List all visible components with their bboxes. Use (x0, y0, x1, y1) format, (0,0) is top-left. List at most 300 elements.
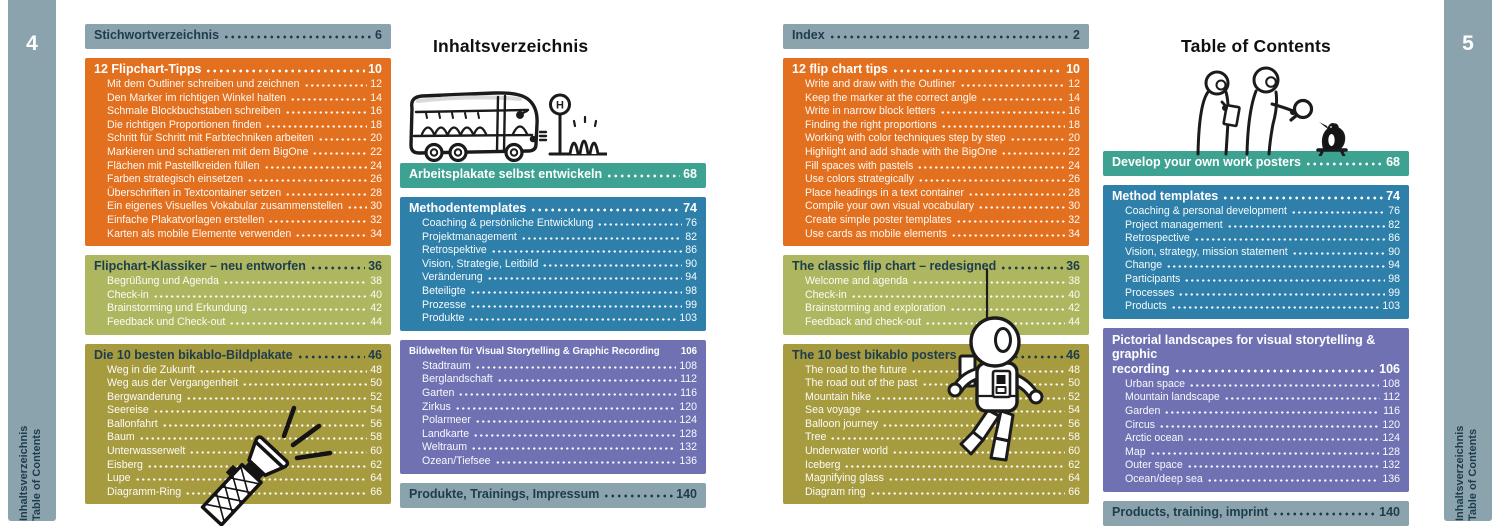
toc-entry (94, 92, 382, 106)
dot-leader (1184, 277, 1385, 282)
toc-entry-label: Prozesse (422, 298, 467, 311)
toc-entry (409, 455, 697, 469)
toc-entry (1112, 232, 1400, 246)
toc-entry-page: 34 (370, 227, 382, 240)
dot-leader (870, 490, 1066, 495)
toc-entry-label: Finding the right proportions (805, 118, 937, 131)
dot-leader (264, 164, 368, 169)
toc-entry-label: Produkte (422, 312, 465, 325)
dot-leader (941, 123, 1065, 128)
toc-entry-page: 136 (679, 454, 697, 467)
toc-entry-label: Keep the marker at the correct angle (805, 91, 977, 104)
toc-entry (94, 78, 382, 92)
toc-entry-page: 52 (370, 390, 382, 403)
toc-entry-page: 116 (680, 386, 697, 399)
toc-entry-label: Weg aus der Vergangenheit (107, 377, 239, 390)
dot-leader (888, 476, 1065, 481)
toc-section-page: 140 (676, 486, 697, 501)
dot-leader (951, 232, 1065, 237)
toc-entry-page: 38 (370, 275, 382, 288)
dot-leader (1189, 382, 1379, 387)
method-templates-section (400, 197, 706, 331)
toc-section-header (1112, 504, 1400, 521)
toc-entry (792, 187, 1080, 201)
toc-entry-page: 86 (1388, 232, 1400, 245)
toc-entry-label: Diagramm-Ring (107, 485, 182, 498)
page-number-left: 4 (26, 32, 38, 55)
toc-entry (409, 231, 697, 245)
dot-leader (497, 377, 677, 382)
toc-entry-label: Project management (1125, 218, 1223, 231)
products-trainings-banner (400, 483, 706, 508)
toc-entry (1112, 300, 1400, 314)
toc-section-page: 10 (1066, 62, 1080, 76)
toc-entry (94, 214, 382, 228)
toc-entry (94, 187, 382, 201)
toc-entry-label: Brainstorming und Erkundung (107, 302, 248, 315)
toc-entry-page: 108 (679, 359, 697, 372)
toc-entry-label: Ozean/Tiefsee (422, 454, 491, 467)
toc-entry (409, 217, 697, 231)
toc-entry-label: Sea voyage (805, 404, 861, 417)
right-margin-tab (1444, 0, 1492, 521)
toc-entry-page: 108 (1382, 377, 1400, 390)
toc-entry (792, 228, 1080, 242)
toc-section-page: 74 (1386, 189, 1400, 203)
toc-section-header (94, 258, 382, 275)
toc-section-page: 74 (683, 201, 697, 215)
dot-leader (242, 381, 367, 386)
toc-entry (1112, 459, 1400, 473)
toc-entry (792, 78, 1080, 92)
toc-entry (94, 316, 382, 330)
toc-entry-page: 58 (370, 431, 382, 444)
toc-entry-label: Arctic ocean (1125, 432, 1184, 445)
toc-entry-page: 22 (370, 145, 382, 158)
toc-entry-page: 94 (1388, 259, 1400, 272)
dot-leader (1305, 160, 1383, 166)
toc-entry-label: Participants (1125, 272, 1181, 285)
dot-leader (153, 293, 367, 298)
toc-entry (409, 441, 697, 455)
toc-entry-page: 48 (370, 363, 382, 376)
index-banner (783, 24, 1089, 49)
toc-entry-page: 42 (370, 302, 382, 315)
toc-entry-label: Markieren und schattieren mit dem BigOne (107, 145, 309, 158)
toc-entry-label: Schmale Blockbuchstaben schreiben (107, 105, 281, 118)
toc-section-title: Stichwortverzeichnis (94, 28, 220, 42)
toc-entry-page: 24 (370, 159, 382, 172)
toc-entry-page: 28 (370, 186, 382, 199)
toc-section-title: Bildwelten für Visual Storytelling & Graphic Recording (409, 345, 660, 357)
dot-leader (940, 109, 1066, 114)
toc-entry-page: 54 (1068, 404, 1080, 417)
dot-leader (473, 432, 676, 437)
toc-entry (94, 289, 382, 303)
toc-entry (409, 401, 697, 415)
toc-entry-page: 60 (1068, 445, 1080, 458)
toc-entry-label: Use colors strategically (805, 173, 914, 186)
toc-entry-label: Retrospektive (422, 244, 487, 257)
toc-section-title-prefix: Pictorial landscapes for visual storytelling & graphic (1112, 332, 1376, 361)
dot-leader (285, 109, 367, 114)
toc-entry-page: 90 (685, 257, 697, 270)
dot-leader (1187, 436, 1379, 441)
toc-entry-page: 90 (1388, 245, 1400, 258)
toc-entry-page: 94 (685, 271, 697, 284)
dot-leader (597, 221, 682, 226)
toc-entry-page: 132 (1382, 459, 1400, 472)
toc-entry-page: 42 (1068, 302, 1080, 315)
toc-entry-label: Schritt für Schritt mit Farbtechniken arbeiten (107, 132, 314, 145)
toc-entry (792, 472, 1080, 486)
toc-section-header (409, 200, 697, 217)
toc-entry-page: 50 (1068, 377, 1080, 390)
dot-leader (542, 262, 682, 267)
toc-entry (1112, 419, 1400, 433)
toc-entry-page: 18 (1068, 118, 1080, 131)
toc-entry (1112, 219, 1400, 233)
toc-entry-label: Fill spaces with pastels (805, 159, 914, 172)
dot-leader (223, 33, 372, 39)
toc-entry-label: Diagram ring (805, 485, 866, 498)
toc-entry-label: Mountain hike (805, 390, 871, 403)
dot-leader (268, 218, 367, 223)
toc-entry-page: 112 (680, 373, 697, 386)
toc-entry-page: 124 (679, 414, 697, 427)
page-number-right: 5 (1462, 32, 1474, 55)
toc-entry-label: Compile your own visual vocabulary (805, 200, 974, 213)
toc-entry (94, 364, 382, 378)
vertical-label-de: Inhaltsverzeichnis (1454, 425, 1466, 521)
toc-entry (792, 146, 1080, 160)
toc-entry-label: Map (1125, 445, 1146, 458)
toc-section-header (409, 166, 697, 183)
toc-entry-label: Iceberg (805, 458, 841, 471)
toc-section-header (409, 343, 697, 360)
toc-entry (409, 387, 697, 401)
method-templates-section (1103, 185, 1409, 319)
toc-section-title: Die 10 besten bikablo-Bildplakate (94, 347, 293, 362)
toc-entry-page: 82 (1388, 218, 1400, 231)
toc-entry-page: 20 (370, 132, 382, 145)
toc-entry (1112, 378, 1400, 392)
toc-entry (1112, 205, 1400, 219)
toc-entry-page: 99 (685, 298, 697, 311)
toc-entry-page: 112 (1383, 391, 1400, 404)
toc-entry-label: Welcome and agenda (805, 275, 908, 288)
toc-entry-page: 12 (370, 78, 382, 90)
toc-entry-label: Products (1125, 300, 1167, 313)
toc-entry-page: 76 (685, 217, 697, 229)
right-page-column-b (1103, 151, 1409, 528)
toc-entry (409, 299, 697, 313)
dot-leader (471, 445, 676, 450)
toc-entry-page: 120 (679, 400, 697, 413)
toc-entry-page: 76 (1388, 205, 1400, 217)
toc-entry (409, 373, 697, 387)
toc-entry-label: The road to the future (805, 363, 907, 376)
toc-entry-label: Working with color techniques step by step (805, 132, 1006, 145)
toc-entry-label: Bergwanderung (107, 390, 182, 403)
toc-entry-page: 26 (370, 173, 382, 186)
dot-leader (1207, 477, 1380, 482)
pictorial-landscapes-section (1103, 328, 1409, 492)
bus-stop-sign-letter: H (556, 99, 564, 112)
toc-entry-label: Change (1125, 259, 1163, 272)
toc-entry-label: Landkarte (422, 427, 470, 440)
toc-section-title: recording (1112, 361, 1170, 376)
toc-entry-page: 22 (1068, 145, 1080, 158)
dot-leader (458, 391, 677, 396)
toc-entry-label: Highlight and add shade with the BigOne (805, 145, 997, 158)
toc-section-title: The 10 best bikablo posters (792, 347, 957, 362)
toc-entry-page: 32 (370, 213, 382, 226)
toc-entry (94, 275, 382, 289)
toc-entry-label: Weltraum (422, 441, 468, 454)
toc-entry-label: Retrospective (1125, 232, 1190, 245)
dot-leader (829, 33, 1070, 39)
dot-leader (470, 289, 683, 294)
dot-leader (295, 232, 367, 237)
toc-entry-page: 56 (370, 417, 382, 430)
dot-leader (265, 123, 367, 128)
toc-entry-page: 66 (1068, 485, 1080, 498)
toc-section-title: Arbeitsplakate selbst entwickeln (409, 167, 603, 181)
dot-leader (1194, 236, 1385, 241)
toc-entry-label: Processes (1125, 286, 1175, 299)
dot-leader (199, 368, 367, 373)
toc-entry-page: 14 (1068, 91, 1080, 104)
toc-entry-page: 28 (1068, 186, 1080, 199)
toc-entry-page: 40 (370, 288, 382, 301)
dot-leader (1166, 263, 1385, 268)
dot-leader (290, 96, 367, 101)
toc-entry-page: 30 (1068, 200, 1080, 213)
left-margin-vertical-label (18, 371, 46, 521)
dot-leader (917, 164, 1065, 169)
toc-entry (1112, 405, 1400, 419)
dot-leader (1291, 209, 1385, 214)
toc-section-title: 12 Flipchart-Tipps (94, 62, 202, 76)
toc-entry-label: Einfache Plakatvorlagen erstellen (107, 213, 265, 226)
toc-entry-page: 99 (1388, 286, 1400, 299)
toc-entry (409, 244, 697, 258)
toc-entry (792, 200, 1080, 214)
toc-entry-label: Unterwasserwelt (107, 445, 186, 458)
toc-entry-label: Circus (1125, 418, 1156, 431)
toc-entry-label: Eisberg (107, 458, 143, 471)
dot-leader (304, 82, 368, 87)
toc-entry-page: 128 (1382, 445, 1400, 458)
dot-leader (1164, 409, 1380, 414)
toc-entry-page: 16 (1068, 105, 1080, 118)
dot-leader (475, 364, 676, 369)
dot-leader (470, 303, 682, 308)
floating-astronaut-illustration (933, 268, 1058, 473)
toc-entry-label: Mountain landscape (1125, 391, 1220, 404)
toc-section-page: 46 (1066, 347, 1080, 362)
dot-leader (1227, 223, 1385, 228)
toc-entry-page: 128 (679, 427, 697, 440)
toc-entry-page: 124 (1382, 432, 1400, 445)
toc-section-header (1112, 154, 1400, 171)
dot-leader (521, 235, 682, 240)
toc-entry-page: 20 (1068, 132, 1080, 145)
dot-leader (968, 191, 1065, 196)
toc-section-page: 140 (1379, 504, 1400, 519)
dot-leader (918, 177, 1065, 182)
toc-entry (94, 200, 382, 214)
toc-entry-label: Garden (1125, 404, 1161, 417)
vertical-label-de: Inhaltsverzeichnis (18, 425, 30, 521)
toc-entry-label: Baum (107, 431, 135, 444)
dot-leader (1150, 450, 1380, 455)
toc-section-header (1112, 361, 1400, 378)
toc-entry (792, 173, 1080, 187)
toc-entry-label: Check-in (107, 288, 149, 301)
toc-entry-label: Karten als mobile Elemente verwenden (107, 227, 292, 240)
dot-leader (312, 150, 367, 155)
toc-entry-page: 24 (1068, 159, 1080, 172)
toc-entry-page: 62 (370, 458, 382, 471)
flip-chart-tips-section (783, 58, 1089, 246)
toc-entry (1112, 446, 1400, 460)
toc-entry-label: Check-in (805, 288, 847, 301)
toc-entry-label: Mit dem Outliner schreiben und zeichnen (107, 78, 300, 90)
toc-entry-page: 16 (370, 105, 382, 118)
dot-leader (1174, 367, 1376, 373)
toc-section-header (792, 61, 1080, 78)
toc-entry-label: Lupe (107, 472, 131, 485)
toc-entry-label: Veränderung (422, 271, 483, 284)
bus-at-bus-stop-illustration (402, 88, 607, 168)
toc-entry-page: 86 (685, 244, 697, 257)
toc-entry (409, 285, 697, 299)
toc-entry (94, 105, 382, 119)
toc-entry (1112, 473, 1400, 487)
toc-entry-label: Seereise (107, 404, 149, 417)
toc-section-page: 36 (1066, 259, 1080, 274)
toc-entry-label: Beteiligte (422, 284, 466, 297)
toc-entry-label: Flächen mit Pastellkreiden füllen (107, 159, 260, 172)
toc-section-header (1112, 188, 1400, 205)
dot-leader (1292, 250, 1386, 255)
toc-entry-label: Garten (422, 386, 455, 399)
dot-leader (310, 264, 365, 270)
toc-entry-label: Die richtigen Proportionen finden (107, 118, 262, 131)
vertical-label-en: Table of Contents (1467, 428, 1479, 521)
toc-entry (94, 228, 382, 242)
dot-leader (1171, 304, 1380, 309)
toc-entry-label: Write in narrow block letters (805, 105, 936, 118)
toc-entry (792, 132, 1080, 146)
toc-entry-page: 98 (685, 284, 697, 297)
toc-entry-label: Begrüßung und Agenda (107, 275, 219, 288)
toc-entry-label: Zirkus (422, 400, 451, 413)
toc-entry-page: 62 (1068, 458, 1080, 471)
dot-leader (978, 204, 1065, 209)
toc-entry-page: 66 (370, 485, 382, 498)
toc-entry (94, 132, 382, 146)
toc-entry-label: Berglandschaft (422, 373, 493, 386)
toc-entry-page: 48 (1068, 363, 1080, 376)
dot-leader (603, 492, 673, 498)
toc-entry-label: Projektmanagement (422, 230, 517, 243)
dot-leader (606, 172, 680, 178)
left-margin-tab (8, 0, 56, 521)
toc-entry (409, 360, 697, 374)
dot-leader (892, 67, 1063, 73)
toc-entry-page: 12 (1068, 78, 1080, 90)
toc-entry-label: Den Marker im richtigen Winkel halten (107, 91, 286, 104)
toc-entry (409, 414, 697, 428)
toc-entry (409, 271, 697, 285)
dot-leader (205, 67, 365, 73)
toc-entry-label: Feedback und Check-out (107, 315, 226, 328)
keyword-index-banner (85, 24, 391, 49)
dot-leader (956, 218, 1066, 223)
dot-leader (468, 316, 676, 321)
toc-entry-label: Vision, Strategie, Leitbild (422, 257, 539, 270)
toc-entry-page: 44 (1068, 315, 1080, 328)
dot-leader (1224, 395, 1380, 400)
flipchart-classics-section (85, 255, 391, 334)
toc-entry-label: Urban space (1125, 377, 1186, 390)
toc-entry-page: 14 (370, 91, 382, 104)
toc-entry-label: Create simple poster templates (805, 213, 952, 226)
toc-entry (1112, 432, 1400, 446)
toc-entry-label: Use cards as mobile elements (805, 227, 947, 240)
dot-leader (347, 204, 367, 209)
toc-entry-label: Place headings in a text container (805, 186, 965, 199)
toc-entry-page: 103 (1382, 300, 1400, 313)
toc-entry-page: 40 (1068, 288, 1080, 301)
toc-entry-label: Write and draw with the Outliner (805, 78, 956, 90)
toc-entry-page: 52 (1068, 390, 1080, 403)
dot-leader (487, 275, 683, 280)
dot-leader (981, 96, 1065, 101)
dot-leader (223, 279, 367, 284)
toc-entry-label: Überschriften in Textcontainer setzen (107, 186, 282, 199)
dot-leader (475, 418, 676, 423)
dot-leader (247, 177, 367, 182)
toc-section-page: 10 (368, 62, 382, 76)
toc-section-title: Products, training, imprint (1112, 504, 1269, 519)
page-title-german: Inhaltsverzeichnis (433, 36, 589, 56)
toc-entry-label: Feedback and check-out (805, 315, 922, 328)
page-title-english: Table of Contents (1181, 36, 1331, 56)
dot-leader (251, 306, 367, 311)
toc-section-page: 106 (1379, 361, 1400, 376)
toc-entry-page: 60 (370, 445, 382, 458)
toc-section-header (94, 27, 382, 44)
toc-entry-label: Ein eigenes Visuelles Vokabular zusammenstellen (107, 200, 343, 213)
toc-entry-label: Underwater world (805, 445, 889, 458)
toc-entry-page: 50 (370, 377, 382, 390)
flipchart-tips-section (85, 58, 391, 246)
toc-entry (94, 119, 382, 133)
toc-entry (1112, 287, 1400, 301)
toc-entry-page: 38 (1068, 275, 1080, 288)
toc-entry (409, 312, 697, 326)
toc-entry-label: Balloon journey (805, 417, 879, 430)
toc-entry-page: 132 (679, 441, 697, 454)
vertical-label-en: Table of Contents (31, 428, 43, 521)
toc-section-title: Develop your own work posters (1112, 155, 1301, 169)
toc-entry-page: 82 (685, 230, 697, 243)
visual-worlds-section (400, 340, 706, 474)
